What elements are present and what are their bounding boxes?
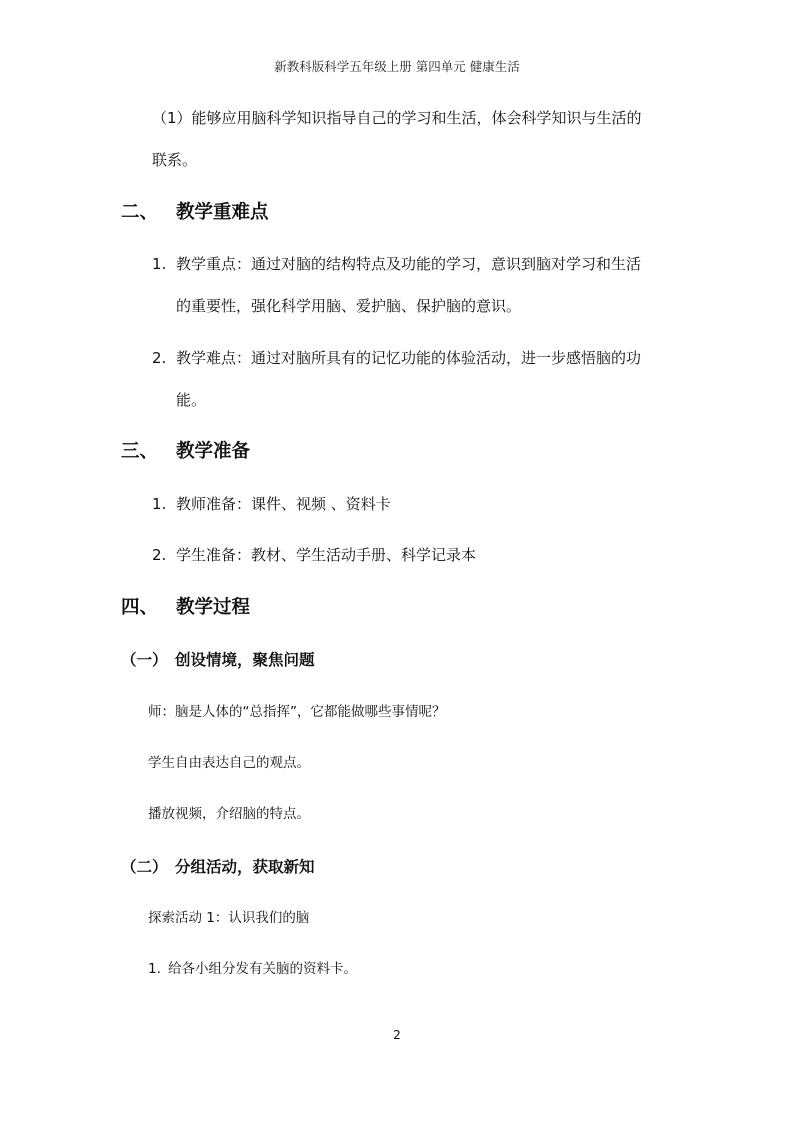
section-2-item-1-number: 1. bbox=[152, 255, 167, 273]
section-3-item-2-number: 2. bbox=[152, 546, 167, 564]
section-2-item-2-number: 2. bbox=[152, 349, 167, 367]
section-3-item-1-number: 1. bbox=[152, 495, 167, 513]
part-2-step-1 bbox=[148, 960, 357, 978]
section-4-heading bbox=[121, 596, 250, 620]
part-1-line-3: 播放视频，介绍脑的特点。 bbox=[148, 806, 310, 822]
section-3-heading bbox=[121, 440, 250, 464]
section-2-item-1-line-2: 的重要性，强化科学用脑、爱护脑、保护脑的意识。 bbox=[176, 297, 522, 315]
section-3-item-1 bbox=[152, 494, 391, 514]
section-2-heading bbox=[121, 201, 269, 225]
section-2-item-2-line-1: 教学难点：通过对脑所具有的记忆功能的体验活动，进一步感悟脑的功 bbox=[176, 349, 642, 367]
part-2-heading bbox=[121, 857, 315, 877]
section-3-item-1-text: 教师准备：课件、视频 、资料卡 bbox=[176, 495, 391, 513]
section-3-title: 教学准备 bbox=[176, 441, 251, 462]
part-2-step-1-text: 给各小组分发有关脑的资料卡。 bbox=[168, 961, 357, 977]
part-2-number: （二） bbox=[121, 858, 168, 876]
section-2-title: 教学重难点 bbox=[176, 202, 269, 223]
section-3-item-2-text: 学生准备：教材、学生活动手册、科学记录本 bbox=[176, 546, 477, 564]
part-1-title: 创设情境，聚焦问题 bbox=[175, 651, 315, 669]
section-3-item-2 bbox=[152, 545, 476, 565]
part-1-number: （一） bbox=[121, 651, 168, 669]
page-header: 新教科版科学五年级上册 第四单元 健康生活 bbox=[274, 59, 520, 74]
section-2-item-1-line-1: 教学重点：通过对脑的结构特点及功能的学习，意识到脑对学习和生活 bbox=[176, 255, 642, 273]
part-2-step-1-number: 1. bbox=[148, 961, 161, 977]
part-1-line-1: 师：脑是人体的“总指挥”，它都能做哪些事情呢？ bbox=[148, 704, 446, 720]
objective-line-2: 联系。 bbox=[152, 151, 198, 169]
section-2-item-2 bbox=[152, 348, 641, 368]
section-4-number: 四、 bbox=[121, 597, 159, 618]
section-3-number: 三、 bbox=[121, 441, 159, 462]
part-2-title: 分组活动，获取新知 bbox=[175, 858, 315, 876]
activity-title: 探索活动 1：认识我们的脑 bbox=[148, 910, 310, 926]
objective-line-1: （1）能够应用脑科学知识指导自己的学习和生活，体会科学知识与生活的 bbox=[152, 109, 642, 127]
page-number: 2 bbox=[393, 1028, 401, 1042]
part-1-line-2: 学生自由表达自己的观点。 bbox=[148, 755, 310, 771]
section-4-title: 教学过程 bbox=[176, 597, 251, 618]
section-2-number: 二、 bbox=[121, 202, 159, 223]
part-1-heading bbox=[121, 650, 315, 670]
section-2-item-1 bbox=[152, 254, 641, 274]
section-2-item-2-line-2: 能。 bbox=[176, 391, 207, 409]
